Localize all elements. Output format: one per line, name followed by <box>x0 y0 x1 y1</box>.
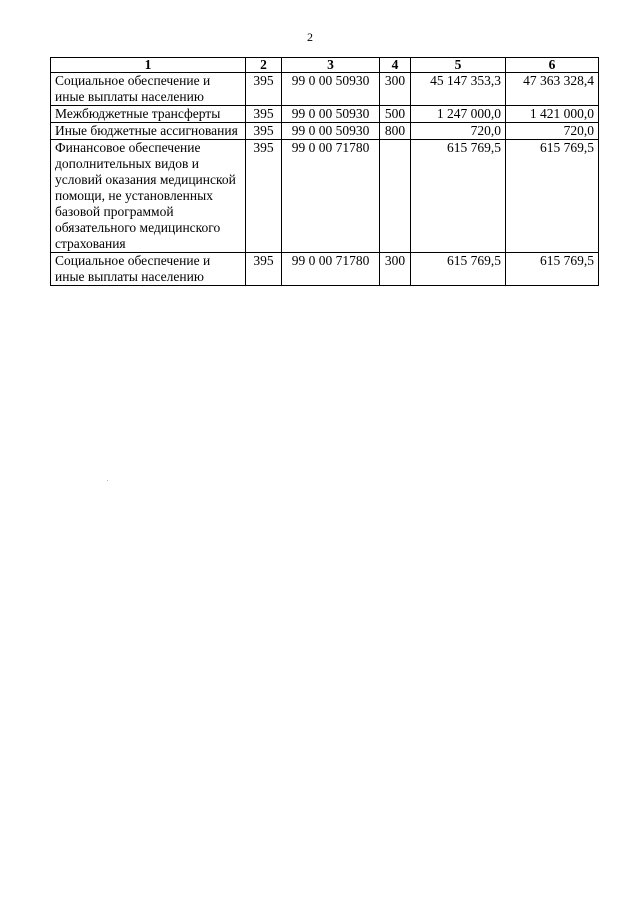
scan-speck <box>107 480 108 481</box>
row-expense-type <box>380 140 411 253</box>
row-name: Иные бюджетные ассигнования <box>51 123 246 140</box>
row-target-article: 99 0 00 71780 <box>282 140 380 253</box>
row-amount-1: 45 147 353,3 <box>411 73 506 106</box>
table-row <box>51 73 599 106</box>
row-name: Межбюджетные трансферты <box>51 106 246 123</box>
column-header-6: 6 <box>506 58 599 73</box>
table-row <box>51 123 599 140</box>
table-row <box>51 106 599 123</box>
row-amount-1: 615 769,5 <box>411 253 506 286</box>
row-name: Социальное обеспечение и иные выплаты населению <box>51 73 246 106</box>
row-name: Социальное обеспечение и иные выплаты населению <box>51 253 246 286</box>
column-header-1: 1 <box>51 58 246 73</box>
page-number: 2 <box>307 30 313 44</box>
table-header-row <box>51 58 599 73</box>
row-expense-type: 800 <box>380 123 411 140</box>
row-name: Финансовое обеспечение дополнительных видов и условий оказания медицинской помощи, не установленных базовой программой обязательного медицинского страхования <box>51 140 246 253</box>
row-amount-2: 720,0 <box>506 123 599 140</box>
row-amount-1: 1 247 000,0 <box>411 106 506 123</box>
row-code: 395 <box>246 123 282 140</box>
row-amount-1: 615 769,5 <box>411 140 506 253</box>
budget-table <box>50 57 599 286</box>
row-target-article: 99 0 00 50930 <box>282 73 380 106</box>
column-header-4: 4 <box>380 58 411 73</box>
row-target-article: 99 0 00 50930 <box>282 106 380 123</box>
row-expense-type: 300 <box>380 73 411 106</box>
row-target-article: 99 0 00 71780 <box>282 253 380 286</box>
column-header-3: 3 <box>282 58 380 73</box>
table-row <box>51 140 599 253</box>
row-amount-2: 615 769,5 <box>506 253 599 286</box>
column-header-5: 5 <box>411 58 506 73</box>
row-target-article: 99 0 00 50930 <box>282 123 380 140</box>
row-amount-2: 1 421 000,0 <box>506 106 599 123</box>
row-code: 395 <box>246 140 282 253</box>
table-row <box>51 253 599 286</box>
row-amount-2: 47 363 328,4 <box>506 73 599 106</box>
row-expense-type: 300 <box>380 253 411 286</box>
row-code: 395 <box>246 73 282 106</box>
row-amount-2: 615 769,5 <box>506 140 599 253</box>
row-expense-type: 500 <box>380 106 411 123</box>
row-amount-1: 720,0 <box>411 123 506 140</box>
column-header-2: 2 <box>246 58 282 73</box>
row-code: 395 <box>246 106 282 123</box>
row-code: 395 <box>246 253 282 286</box>
